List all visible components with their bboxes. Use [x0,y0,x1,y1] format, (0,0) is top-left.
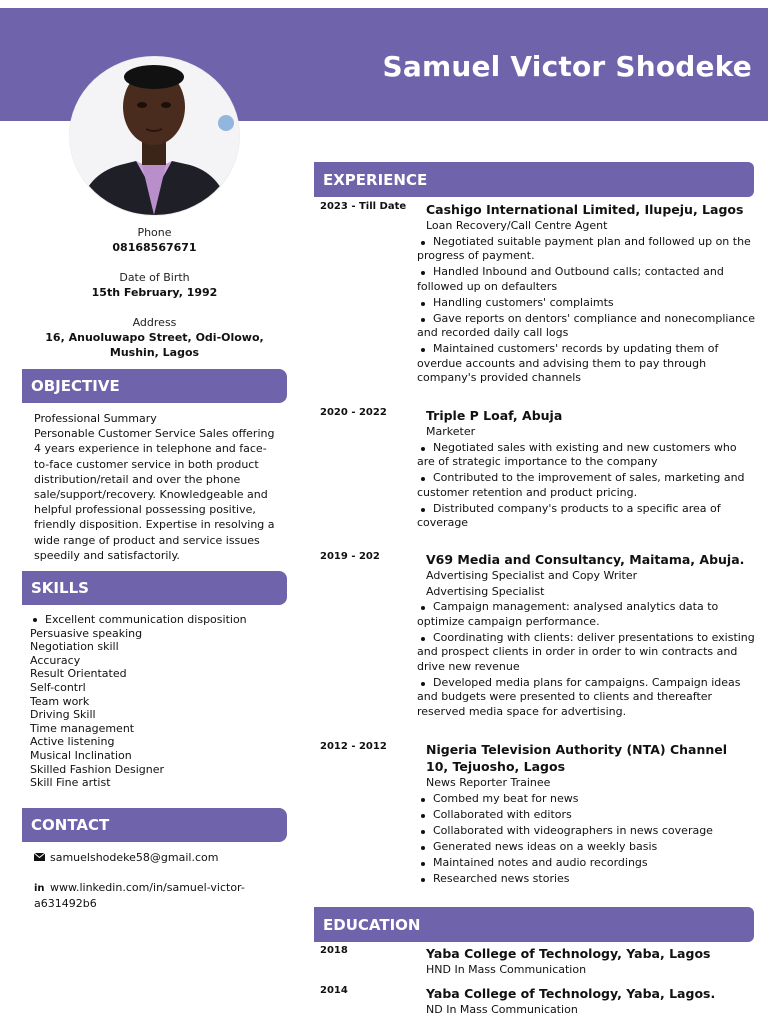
experience-entry [320,551,755,721]
dob-value: 15th February, 1992 [91,286,218,299]
experience-company: V69 Media and Consultancy, Maitama, Abuja. [426,552,745,567]
experience-bullets [417,235,755,386]
objective-subheading: Professional Summary [34,412,157,425]
skill-item: Result Orientated [30,667,127,681]
experience-company: Triple P Loaf, Abuja [426,408,563,423]
skill-item: Persuasive speaking [30,626,143,640]
experience-bullet: Developed media plans for campaigns. Campaign ideas and budgets were presented to clients and thereafter reserved media space for advertising. [417,676,755,720]
experience-bullet: Researched news stories [417,872,755,887]
experience-bullet: Negotiated sales with existing and new customers who are of strategic importance to the company [417,441,755,470]
education-entry [320,945,755,978]
skill-item: Driving Skill [30,708,96,722]
education-school: Yaba College of Technology, Yaba, Lagos [426,946,711,961]
skills-list [30,613,285,790]
experience-bullet: Collaborated with editors [417,808,755,823]
linkedin-link-part-2[interactable]: a631492b6 [34,897,97,910]
linkedin-link-part-1[interactable]: www.linkedin.com/in/samuel-victor- [50,881,245,894]
experience-bullet: Combed my beat for news [417,792,755,807]
experience-company: Cashigo International Limited, Ilupeju, Lagos [426,202,744,217]
experience-entry [320,741,755,888]
education-course: ND In Mass Communication [426,1003,578,1016]
skill-item: Time management [30,721,135,735]
candidate-name: Samuel Victor Shodeke [382,50,752,83]
linkedin-row [34,880,274,911]
experience-heading: EXPERIENCE [314,162,754,197]
experience-bullet: Collaborated with videographers in news coverage [417,824,755,839]
profile-photo [70,57,239,215]
experience-role: Loan Recovery/Call Centre Agent [426,219,608,232]
contact-heading: CONTACT [22,808,287,842]
experience-bullet: Handled Inbound and Outbound calls; contacted and followed up on defaulters [417,265,755,294]
experience-bullet: Maintained notes and audio recordings [417,856,755,871]
email-link[interactable]: samuelshodeke58@gmail.com [50,851,219,864]
objective-text [34,411,279,563]
objective-summary: Personable Customer Service Sales offering 4 years experience in telephone and face-to-face customer service in both product distribution/retail and over the phone sale/support/recovery. Knowledgeable and helpful professional possessing positive, friendly disposition. Expertise in resolving a wide range of product and service issues speedily and satisfactorily. [34,427,275,562]
skill-item: Skill Fine artist [30,776,111,790]
skill-item: Self-contrl [30,680,86,694]
dob-label: Date of Birth [119,271,190,284]
skill-item: Active listening [30,735,115,749]
objective-heading: OBJECTIVE [22,369,287,403]
phone-value: 08168567671 [112,241,197,254]
experience-date: 2023 - Till Date [320,201,407,212]
experience-role: Marketer [426,425,476,438]
experience-date: 2012 - 2012 [320,741,387,752]
skill-item: Team work [30,694,90,708]
address-label: Address [132,316,177,329]
education-school: Yaba College of Technology, Yaba, Lagos. [426,986,716,1001]
experience-entry [320,407,755,532]
experience-date: 2020 - 2022 [320,407,387,418]
linkedin-icon: in [34,883,45,894]
education-heading: EDUCATION [314,907,754,942]
phone-block [22,225,287,255]
phone-label: Phone [137,226,172,239]
experience-company: Nigeria Television Authority (NTA) Channel 10, Tejuosho, Lagos [426,742,728,774]
person-photo-icon [70,57,239,215]
experience-entry [320,201,755,387]
experience-bullet: Handling customers' complaimts [417,296,755,311]
experience-bullet: Gave reports on dentors' compliance and nonecompliance and recorded daily call logs [417,311,755,340]
experience-bullet: Distributed company's products to a specific area of coverage [417,502,755,531]
experience-bullet: Coordinating with clients: deliver presentations to existing and prospect clients in order in order to win contracts and drive new revenue [417,630,755,673]
dob-block [22,270,287,300]
experience-role: Advertising Specialist and Copy Writer [426,569,638,582]
education-entry [320,985,755,1018]
experience-bullet: Contributed to the improvement of sales, marketing and customer retention and product pricing. [417,471,755,500]
skill-item: Accuracy [30,653,81,667]
experience-bullet: Generated news ideas on a weekly basis [417,840,755,855]
address-line-1: 16, Anuoluwapo Street, Odi-Olowo, [45,331,264,344]
skills-heading: SKILLS [22,571,287,605]
experience-bullets [417,792,755,887]
experience-bullets [417,441,755,531]
experience-bullet: Negotiated suitable payment plan and followed up on the progress of payment. [417,235,755,264]
skill-item: Negotiation skill [30,640,119,654]
skill-item: Excellent communication disposition [30,613,285,627]
education-year: 2018 [320,945,348,956]
experience-role: News Reporter Trainee [426,776,551,789]
skill-item: Skilled Fashion Designer [30,762,165,776]
experience-bullet: Campaign management: analysed analytics data to optimize campaign performance. [417,600,755,629]
experience-date: 2019 - 202 [320,551,380,562]
email-row [34,850,274,866]
experience-bullets [417,600,755,719]
experience-role: Advertising Specialist [426,584,545,598]
skill-item: Musical Inclination [30,748,132,762]
education-course: HND In Mass Communication [426,963,587,976]
education-year: 2014 [320,985,348,996]
address-block [22,315,287,360]
address-line-2: Mushin, Lagos [109,346,200,359]
experience-bullet: Maintained customers' records by updating them of overdue accounts and advising them to pay through company's provided channels [417,342,755,386]
envelope-icon [34,851,46,866]
